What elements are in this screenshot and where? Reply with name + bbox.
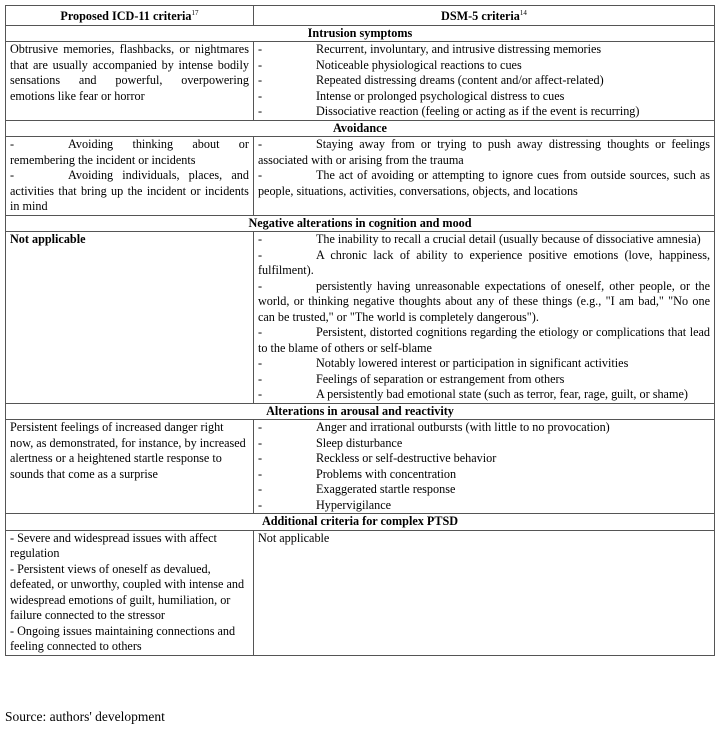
content-row-avoidance — [6, 137, 715, 216]
section-title-avoidance: Avoidance — [6, 120, 715, 137]
section-row-arousal — [6, 403, 715, 420]
list-item: - persistently having unreasonable expectations of oneself, other people, or the world, or thinking negative thoughts about any of these things (e.g., "I am bad," "No one can be trusted," or "The world is completely dangerous"). — [257, 278, 710, 324]
list-item: - The act of avoiding or attempting to ignore cues from outside sources, such as people, situations, activities, conversations, objects, and locations — [257, 168, 710, 198]
icd-cell-arousal — [6, 420, 254, 514]
list-item: - A chronic lack of ability to experience positive emotions (love, happiness, fulfilment). — [257, 247, 710, 277]
list-item: - Hypervigilance — [257, 497, 392, 512]
list-item: - Dissociative reaction (feeling or acting as if the event is recurring) — [257, 104, 640, 118]
list-item: - Feelings of separation or estrangement from others — [257, 371, 565, 386]
header-icd11: Proposed ICD-11 criteria$^{17}$ — [6, 6, 254, 26]
content-row-cognition — [6, 232, 715, 404]
section-title-intrusion: Intrusion symptoms — [6, 25, 715, 42]
list-item: - Anger and irrational outbursts (with little to no provocation) — [257, 420, 610, 434]
section-row-intrusion — [6, 25, 715, 42]
section-row-avoidance — [6, 120, 715, 137]
header-icd11-ref: 17 — [191, 9, 199, 17]
list-item: - Persistent views of oneself as devalued, defeated, or unworthy, coupled with intense and widespread emotions of guilt, humiliation, or failure connected to the stressor — [10, 561, 245, 622]
header-dsm5-ref: 14 — [519, 9, 527, 17]
icd-text-cognition: Not applicable — [10, 232, 86, 246]
dsm-cell-arousal — [253, 420, 714, 514]
content-row-arousal — [6, 420, 715, 514]
list-item: - Intense or prolonged psychological distress to cues — [257, 88, 565, 103]
list-item: - Exaggerated startle response — [257, 482, 456, 496]
list-item: - Avoiding thinking about or remembering the incident or incidents — [10, 137, 249, 167]
section-row-complex — [6, 514, 715, 531]
header-row — [6, 6, 715, 26]
icd-text-arousal: Persistent feelings of increased danger right now, as demonstrated, for instance, by increased alertness or a heightened startle response to sounds that come as a surprise — [10, 420, 246, 481]
list-item: - Staying away from or trying to push away distressing thoughts or feelings associated with or arising from the trauma — [257, 137, 710, 167]
section-title-cognition: Negative alterations in cognition and mood — [6, 215, 715, 232]
dsm-cell-complex — [253, 530, 714, 655]
list-item: - Notably lowered interest or participation in significant activities — [257, 356, 629, 370]
list-item: - Ongoing issues maintaining connections and feeling connected to others — [10, 623, 236, 653]
list-item: - Noticeable physiological reactions to cues — [257, 57, 522, 72]
list-item: - Severe and widespread issues with affect regulation — [10, 530, 217, 560]
list-item: - Avoiding individuals, places, and activities that bring up the incident or incidents in mind — [10, 168, 249, 213]
list-item: - Sleep disturbance — [257, 435, 403, 450]
section-title-complex: Additional criteria for complex PTSD — [6, 514, 715, 531]
list-item: - Repeated distressing dreams (content and/or affect-related) — [257, 73, 604, 87]
icd-cell-avoidance — [6, 137, 254, 216]
dsm-cell-intrusion — [253, 42, 714, 121]
icd-cell-intrusion — [6, 42, 254, 121]
list-item: - Persistent, distorted cognitions regarding the etiology or complications that lead to the blame of others or self-blame — [257, 325, 710, 355]
list-item: - Reckless or self-destructive behavior — [257, 451, 497, 465]
source-note: Source: authors' development — [5, 709, 165, 724]
section-title-arousal: Alterations in arousal and reactivity — [6, 403, 715, 420]
list-item: - Problems with concentration — [257, 466, 457, 481]
dsm-text-complex: Not applicable — [257, 530, 330, 545]
header-dsm5: DSM-5 criteria$^{14}$ — [253, 6, 714, 26]
list-item: - The inability to recall a crucial detail (usually because of dissociative amnesia) — [257, 232, 701, 246]
list-item: - A persistently bad emotional state (such as terror, fear, rage, guilt, or shame) — [257, 387, 688, 401]
icd-cell-cognition — [6, 232, 254, 404]
dsm-cell-cognition — [253, 232, 714, 404]
section-row-cognition — [6, 215, 715, 232]
icd-cell-complex — [6, 530, 254, 655]
criteria-table — [5, 5, 715, 656]
content-row-complex — [6, 530, 715, 655]
dsm-cell-avoidance — [253, 137, 714, 216]
content-row-intrusion — [6, 42, 715, 121]
icd-text-intrusion: Obtrusive memories, flashbacks, or nightmares that are usually accompanied by intense bodily sensations and powerful, overpowering emotions like fear or horror — [10, 42, 249, 103]
list-item: - Recurrent, involuntary, and intrusive distressing memories — [257, 42, 602, 56]
